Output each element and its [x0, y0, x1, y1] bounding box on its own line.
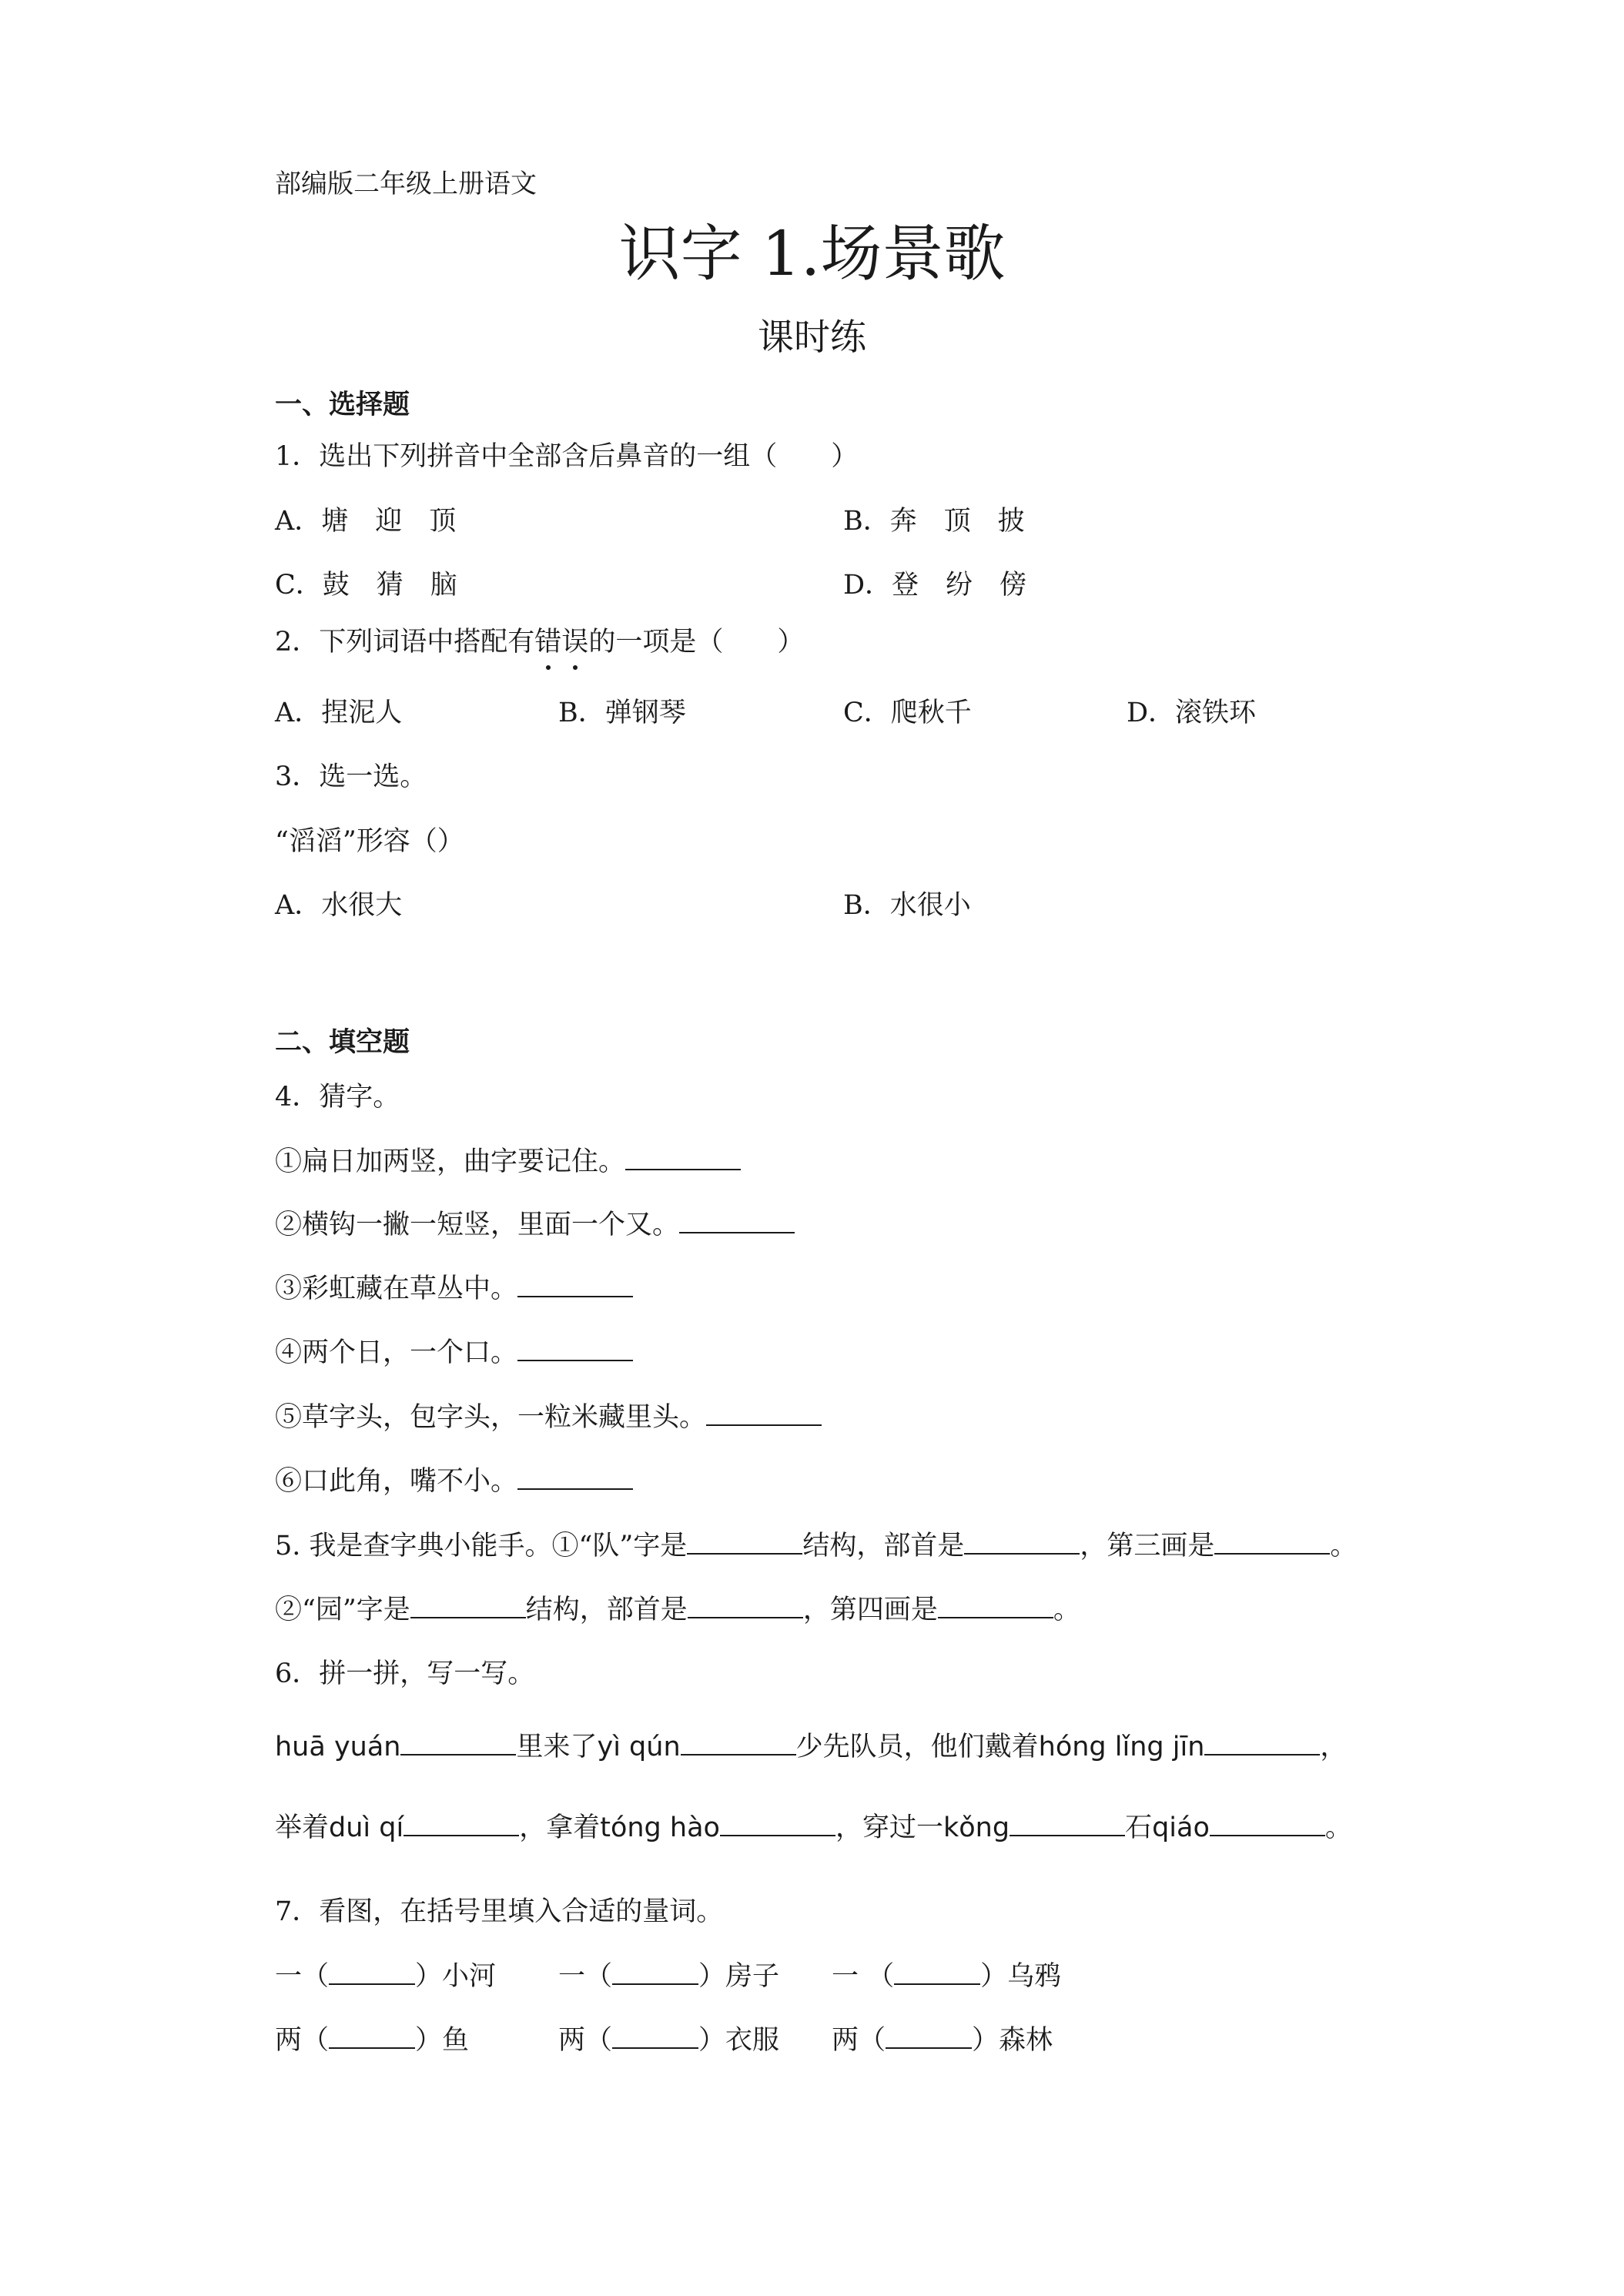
pinyin-text: yì qún	[597, 1732, 681, 1762]
question-5-line-1: 5. 我是查字典小能手。①“队”字是 结构，部首是 ，第三画是 。	[275, 1531, 1358, 1561]
question-2-stem-after: 的一项是（ ）	[588, 627, 805, 658]
section-heading-choice: 一、选择题	[275, 389, 410, 420]
answer-blank[interactable]	[517, 1337, 633, 1361]
measure-word-item: 一 （ ）乌鸦	[832, 1961, 1062, 1992]
question-1-stem: 1．选出下列拼音中全部含后鼻音的一组（ ）	[275, 441, 859, 472]
answer-blank[interactable]	[1210, 1812, 1325, 1836]
emphasis-char-1: 错	[534, 624, 561, 661]
question-1-option-b: B．奔 顶 披	[843, 506, 1025, 537]
answer-blank[interactable]	[1204, 1731, 1320, 1755]
answer-blank[interactable]	[681, 1731, 796, 1755]
answer-blank[interactable]	[687, 1530, 802, 1555]
pinyin-text: hóng lǐng jīn	[1038, 1732, 1205, 1762]
answer-blank[interactable]	[886, 2024, 972, 2049]
answer-blank[interactable]	[625, 1146, 741, 1170]
answer-blank[interactable]	[706, 1401, 822, 1426]
series-label: 部编版二年级上册语文	[275, 169, 537, 199]
pinyin-line-2: 举着duì qí ，拿着tóng hào ，穿过一kǒng 石qiáo 。	[275, 1812, 1352, 1843]
question-1-option-d: D．登 纷 傍	[843, 570, 1027, 601]
answer-blank[interactable]	[1214, 1530, 1330, 1555]
answer-blank[interactable]	[894, 1960, 980, 1985]
answer-blank[interactable]	[400, 1731, 516, 1755]
answer-blank[interactable]	[410, 1594, 526, 1618]
question-7-stem: 7．看图，在括号里填入合适的量词。	[275, 1896, 724, 1927]
answer-blank[interactable]	[679, 1209, 795, 1233]
pinyin-text: kǒng	[943, 1812, 1010, 1843]
question-4-stem: 4．猜字。	[275, 1082, 400, 1113]
answer-blank[interactable]	[688, 1594, 803, 1618]
riddle-item: ④两个日，一个口。	[275, 1334, 633, 1371]
question-2-option-a: A．捏泥人	[275, 698, 403, 728]
question-1-option-c: C．鼓 猜 脑	[275, 570, 457, 601]
question-1-option-a: A．塘 迎 顶	[275, 506, 457, 537]
page-title: 识字 1.场景歌	[618, 218, 1006, 290]
answer-blank[interactable]	[612, 2024, 698, 2049]
riddle-item: ⑤草字头，包字头，一粒米藏里头。	[275, 1399, 822, 1436]
emphasis-char-2: 误	[561, 624, 588, 661]
measure-word-item: 一（ ）房子	[558, 1961, 780, 1992]
answer-blank[interactable]	[938, 1594, 1053, 1618]
measure-word-item: 两（ ）鱼	[275, 2025, 470, 2056]
pinyin-line-1: huā yuán 里来了yì qún 少先队员，他们戴着hóng lǐng jīn ，	[275, 1732, 1348, 1762]
answer-blank[interactable]	[964, 1530, 1080, 1555]
measure-word-item: 两（ ）衣服	[558, 2025, 780, 2056]
riddle-item: ②横钩一撇一短竖，里面一个又。	[275, 1207, 795, 1243]
pinyin-text: duì qí	[329, 1812, 404, 1843]
page-subtitle: 课时练	[758, 316, 866, 359]
question-2-stem-before: 2．下列词语中搭配有	[275, 627, 535, 658]
answer-blank[interactable]	[329, 1960, 415, 1985]
answer-blank[interactable]	[1010, 1812, 1125, 1836]
question-3-stem: 3．选一选。	[275, 761, 427, 792]
pinyin-text: qiáo	[1152, 1812, 1210, 1843]
question-3-sub: “滔滔”形容（）	[275, 826, 464, 857]
question-3-option-b: B．水很小	[843, 890, 971, 921]
question-5-line-2: ②“园”字是 结构，部首是 ，第四画是 。	[275, 1595, 1080, 1625]
pinyin-text: huā yuán	[275, 1732, 401, 1762]
answer-blank[interactable]	[403, 1812, 519, 1836]
measure-word-item: 两（ ）森林	[832, 2025, 1053, 2056]
answer-blank[interactable]	[517, 1273, 633, 1297]
question-2-stem	[275, 624, 804, 661]
question-6-stem: 6．拼一拼，写一写。	[275, 1658, 535, 1689]
answer-blank[interactable]	[612, 1960, 698, 1985]
question-2-option-b: B．弹钢琴	[558, 698, 686, 728]
riddle-item: ①扁日加两竖，曲字要记住。	[275, 1143, 741, 1180]
question-2-option-c: C．爬秋千	[843, 698, 972, 728]
answer-blank[interactable]	[517, 1465, 633, 1490]
pinyin-text: tóng hào	[600, 1812, 720, 1843]
question-2-option-d: D．滚铁环	[1127, 698, 1257, 728]
riddle-item: ⑥口此角，嘴不小。	[275, 1463, 633, 1500]
answer-blank[interactable]	[329, 2024, 415, 2049]
measure-word-item: 一（ ）小河	[275, 1961, 497, 1992]
section-heading-fill: 二、填空题	[275, 1026, 410, 1058]
riddle-item: ③彩虹藏在草丛中。	[275, 1270, 633, 1307]
question-3-option-a: A．水很大	[275, 890, 403, 921]
answer-blank[interactable]	[720, 1812, 835, 1836]
